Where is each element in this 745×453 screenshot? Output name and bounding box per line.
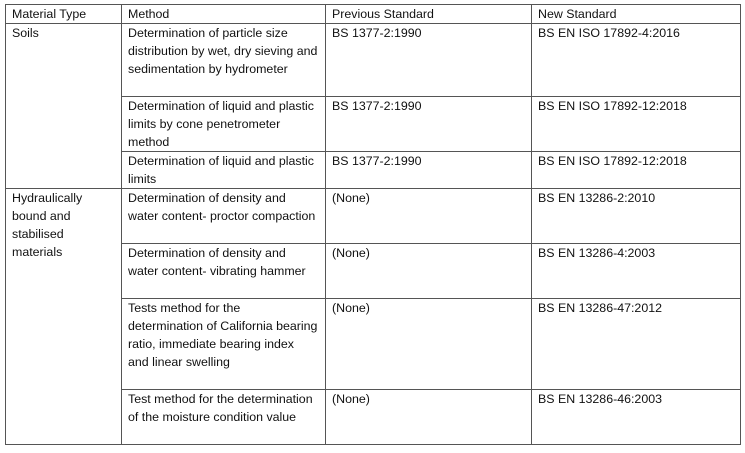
new-standard-cell: BS EN ISO 17892-12:2018 [532, 152, 741, 189]
header-method: Method [122, 5, 326, 24]
previous-standard-cell: BS 1377-2:1990 [326, 152, 532, 189]
new-standard-cell: BS EN 13286-46:2003 [532, 390, 741, 445]
standards-table [5, 4, 741, 445]
table-row [6, 189, 741, 244]
material-type-cell: Soils [6, 24, 122, 189]
method-cell: Tests method for the determination of California bearing ratio, immediate bearing index and linear swelling [122, 299, 326, 390]
new-standard-cell: BS EN 13286-4:2003 [532, 244, 741, 299]
table-row [6, 24, 741, 97]
new-standard-cell: BS EN 13286-47:2012 [532, 299, 741, 390]
header-new-standard: New Standard [532, 5, 741, 24]
header-row [6, 5, 741, 24]
material-type-cell: Hydraulically bound and stabilised materials [6, 189, 122, 445]
header-material-type: Material Type [6, 5, 122, 24]
previous-standard-cell: (None) [326, 244, 532, 299]
header-previous-standard: Previous Standard [326, 5, 532, 24]
previous-standard-cell: BS 1377-2:1990 [326, 97, 532, 152]
previous-standard-cell: (None) [326, 299, 532, 390]
previous-standard-cell: (None) [326, 390, 532, 445]
new-standard-cell: BS EN ISO 17892-12:2018 [532, 97, 741, 152]
method-cell: Determination of density and water content- proctor compaction [122, 189, 326, 244]
previous-standard-cell: (None) [326, 189, 532, 244]
method-cell: Determination of liquid and plastic limits [122, 152, 326, 189]
method-cell: Determination of liquid and plastic limits by cone penetrometer method [122, 97, 326, 152]
method-cell: Determination of particle size distribution by wet, dry sieving and sedimentation by hydrometer [122, 24, 326, 97]
new-standard-cell: BS EN 13286-2:2010 [532, 189, 741, 244]
new-standard-cell: BS EN ISO 17892-4:2016 [532, 24, 741, 97]
method-cell: Test method for the determination of the moisture condition value [122, 390, 326, 445]
method-cell: Determination of density and water content- vibrating hammer [122, 244, 326, 299]
previous-standard-cell: BS 1377-2:1990 [326, 24, 532, 97]
